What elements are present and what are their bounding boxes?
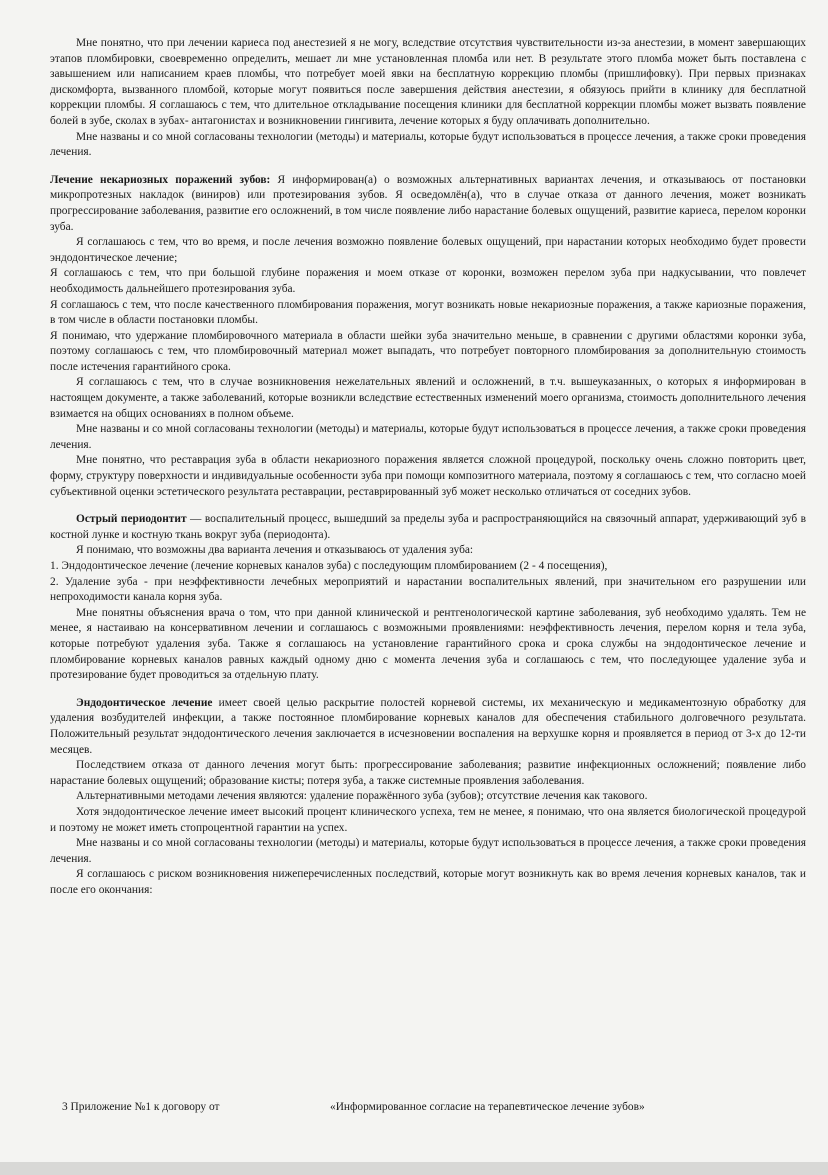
periodontitis-option-1: 1. Эндодонтическое лечение (лечение корневых каналов зуба) с последующим пломбированием (2 - 4 посещения),: [50, 560, 608, 572]
endodontic-risks-paragraph: Я соглашаюсь с риском возникновения нижеперечисленных последствий, которые могут возникнуть как во время лечения корневых каналов, так и после его окончания:: [50, 868, 806, 896]
periodontitis-consent-paragraph: Мне понятны объяснения врача о том, что при данной клинической и рентгенологической картине заболевания, зуб необходимо удалять. Тем не менее, я настаиваю на консервативном лечении и соглашаюсь с возможными проявлениями: неэффективность лечения, перелом корня и тела зуба, которые потребуют удаления зуба. Также я соглашаюсь на установление гарантийного срока и срока службы на эндодонтическое лечение и пломбирование корневых каналов равных каждый одному дню с момента лечения зуба и соглашаюсь с тем, что последующее удаление зуба и протезирование будет проводиться за отдельную плату.: [50, 606, 806, 682]
endodontic-alternatives-paragraph: Альтернативными методами лечения являются: удаление поражённого зуба (зубов); отсутствие лечения как такового.: [76, 790, 648, 803]
noncarious-technologies-paragraph: Мне названы и со мной согласованы технологии (методы) и материалы, которые будут использоваться в процессе лечения, а также сроки проведения лечения.: [50, 423, 806, 451]
endodontic-heading: Эндодонтическое лечение: [76, 696, 213, 709]
noncarious-new-lesions-paragraph: Я соглашаюсь с тем, что после качественного пломбирования поражения, могут возникать новые некариозные поражения, а также кариозные поражения, в том числе в области постановки пломбы.: [50, 298, 806, 327]
periodontitis-heading: Острый периодонтит: [76, 513, 187, 526]
endodontic-paragraph: [50, 696, 806, 758]
noncarious-restoration-paragraph: Мне понятно, что реставрация зуба в области некариозного поражения является сложной процедурой, поскольку очень сложно повторить цвет, форму, структуру поверхности и индивидуальные особенности зуба при помощи композитного материала, поэтому я соглашаюсь с тем, что согласно моей субъективной оценки эстетического результата реставрации, реставрированный зуб может несколько отличаться от соседних зубов.: [50, 454, 806, 498]
technologies-agreed-paragraph: Мне названы и со мной согласованы технологии (методы) и материалы, которые будут использоваться в процессе лечения, а также сроки проведения лечения.: [50, 130, 806, 159]
noncarious-lesions-heading: Лечение некариозных поражений зубов:: [50, 173, 271, 186]
periodontitis-option-2: 2. Удаление зуба - при неэффективности лечебных мероприятий и нарастании воспалительных явлений, при значительном его разрушении или непроходимости канала корня зуба.: [50, 575, 806, 604]
page-footer: [62, 1100, 802, 1115]
endodontic-technologies-paragraph: Мне названы и со мной согласованы технологии (методы) и материалы, которые будут использоваться в процессе лечения, а также сроки проведения лечения.: [50, 837, 806, 865]
caries-anesthesia-paragraph: Мне понятно, что при лечении кариеса под анестезией я не могу, вследствие отсутствия чувствительности из-за анестезии, в момент завершающих этапов пломбировки, своевременно определить, мешает ли мне установленная пломба или нет. В результате этого пломба может быть поставлена с завышением или написанием краев пломбы, что потребует моей явки на бесплатную коррекцию пломбы (пришлифовку). При первых признаках дискомфорта, вызванного пломбой, которые могут появиться после завершения действия анестезии, я обязуюсь прийти в клинику для бесплатной коррекции пломбы. Я соглашаюсь с тем, что длительное откладывание посещения клиники для бесплатной коррекции пломбы может вызвать появление болей в зубе, сколах в зубах- антагонистах и возникновении гингивита, лечение которых я буду оплачивать дополнительно.: [50, 37, 806, 127]
noncarious-retention-paragraph: Я понимаю, что удержание пломбировочного материала в области шейки зуба значительно меньше, в сравнении с другими областями коронки зуба, поэтому соглашаюсь с тем, что пломбировочный материал может выпадать, что потребует повторного пломбирования за дополнительную стоимость после истечения гарантийного срока.: [50, 329, 806, 373]
noncarious-complications-paragraph: Я соглашаюсь с тем, что в случае возникновения нежелательных явлений и осложнений, в т.ч. вышеуказанных, о которых я информирован в настоящем документе, а также заболеваний, которые возникли вследствие естественных изменений моего организма, стоимость дополнительного лечения взимается на общих основаниях в полном объеме.: [50, 376, 806, 420]
scan-bottom-edge: [0, 1162, 828, 1175]
footer-contract-reference: 3 Приложение №1 к договору от: [62, 1101, 220, 1113]
endodontic-refusal-paragraph: Последствием отказа от данного лечения могут быть: прогрессирование заболевания; развитие инфекционных осложнений; появление либо нарастание болевых ощущений; образование кисты; потеря зуба, а также системные проявления заболевания.: [50, 759, 806, 787]
endodontic-text: имеет своей целью раскрытие полостей корневой системы, их механическую и медикаментозную обработку для удаления возбудителей инфекции, а также постоянное пломбирование корневых каналов для обеспечения стабильного долговечного результата. Положительный результат эндодонтического лечения заключается в исчезновении воспаления на верхушке корня и проявляется в период от 3-х до 12-ти месяцев.: [50, 696, 806, 756]
noncarious-lesions-text: Я информирован(а) о возможных альтернативных вариантах лечения, и отказываюсь от постановки микропротезных накладок (виниров) или протезирования зубов. Я осведомлён(а), что в случае отказа от данного лечения, может возникать прогрессирование заболевания, развитие его осложнений, в том числе появление либо нарастание болевых ощущений, развитие кариеса, перелом коронки зуба.: [50, 173, 806, 233]
endodontic-success-paragraph: Хотя эндодонтическое лечение имеет высокий процент клинического успеха, тем не менее, я понимаю, что она является биологической процедурой и поэтому не может иметь стопроцентной гарантии на успех.: [50, 805, 806, 834]
noncarious-fracture-paragraph: Я соглашаюсь с тем, что при большой глубине поражения и моем отказе от коронки, возможен перелом зуба при надкусывании, что повлечет необходимость дальнейшего протезирования зуба.: [50, 267, 806, 295]
periodontitis-text: — воспалительный процесс, вышедший за пределы зуба и распространяющийся на связочный аппарат, удерживающий зуб в костной лунке и костную ткань вокруг зуба (периодонта).: [50, 513, 806, 541]
noncarious-pain-paragraph: Я соглашаюсь с тем, что во время, и после лечения возможно появление болевых ощущений, при нарастании которых необходимо будет провести эндодонтическое лечение;: [50, 236, 806, 264]
footer-document-title: «Информированное согласие на терапевтическое лечение зубов»: [330, 1101, 645, 1113]
periodontitis-options-paragraph: Я понимаю, что возможны два варианта лечения и отказываюсь от удаления зуба:: [76, 544, 474, 557]
periodontitis-paragraph: [50, 512, 806, 543]
noncarious-lesions-paragraph: [50, 173, 806, 235]
